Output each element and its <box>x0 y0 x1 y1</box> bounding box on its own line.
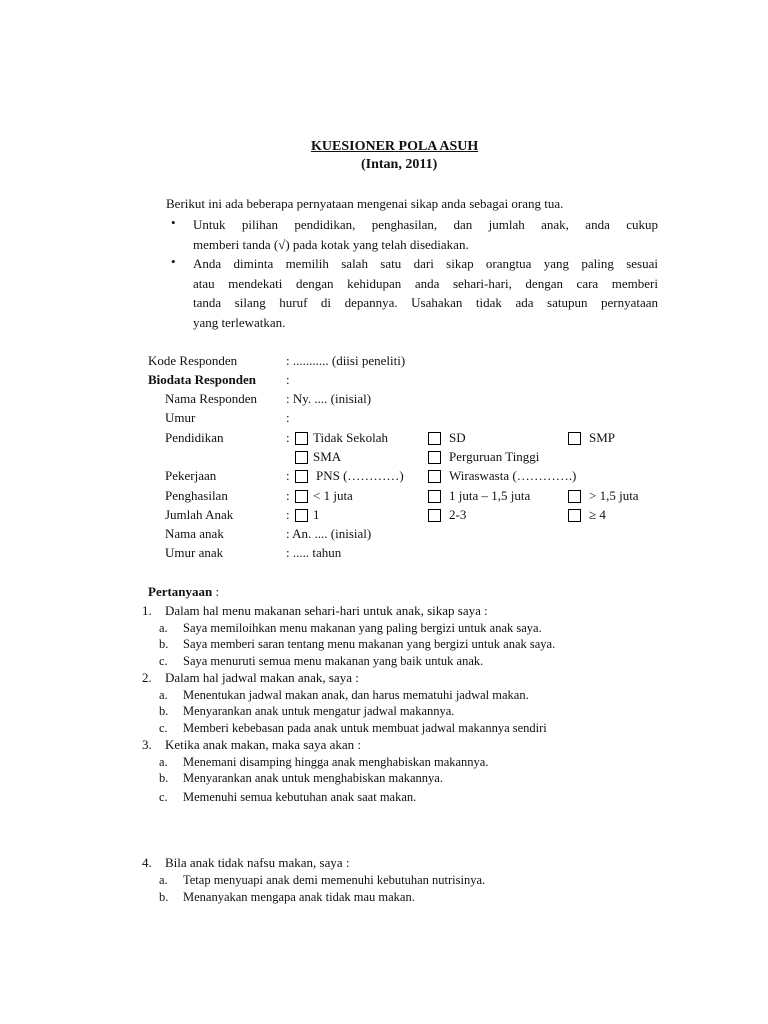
option-letter: c. <box>159 790 168 804</box>
pekerjaan-checkbox[interactable] <box>295 470 308 483</box>
option-letter: a. <box>159 755 168 769</box>
pendidikan-option: Tidak Sekolah <box>313 430 388 445</box>
option-letter: b. <box>159 704 169 718</box>
page-subtitle: (Intan, 2011) <box>361 157 438 172</box>
option-text[interactable]: Tetap menyuapi anak demi memenuhi kebutuhan nutrisinya. <box>183 873 486 887</box>
pendidikan-colon: : <box>286 430 290 445</box>
penghasilan-option: > 1,5 juta <box>589 488 639 503</box>
pendidikan-checkbox[interactable] <box>428 432 441 445</box>
jumlah-anak-option: ≥ 4 <box>589 507 606 522</box>
pendidikan-checkbox[interactable] <box>295 432 308 445</box>
pertanyaan-colon: : <box>215 584 220 599</box>
jumlah-anak-checkbox[interactable] <box>568 509 581 522</box>
pekerjaan-option: PNS (…………) <box>316 468 404 483</box>
option-text[interactable]: Saya menuruti semua menu makanan yang baik untuk anak. <box>183 654 484 668</box>
kode-label: Kode Responden <box>148 353 238 368</box>
biodata-colon: : <box>286 372 290 387</box>
option-text[interactable]: Menyarankan anak untuk mengatur jadwal makannya. <box>183 704 455 718</box>
question-number: 1. <box>142 603 152 618</box>
question-text: Dalam hal menu makanan sehari-hari untuk anak, sikap saya : <box>165 603 488 618</box>
instruction-2-line: yang terlewatkan. <box>193 315 286 331</box>
question-text: Ketika anak makan, maka saya akan : <box>165 737 361 752</box>
pendidikan-option: SD <box>449 430 466 445</box>
question-text: Dalam hal jadwal makan anak, saya : <box>165 670 359 685</box>
pertanyaan-label: Pertanyaan <box>148 584 213 599</box>
pekerjaan-option: Wiraswasta (………….) <box>449 468 577 483</box>
option-letter: a. <box>159 621 168 635</box>
option-text[interactable]: Memenuhi semua kebutuhan anak saat makan. <box>183 790 417 804</box>
option-letter: b. <box>159 771 169 785</box>
option-text[interactable]: Menyarankan anak untuk menghabiskan makannya. <box>183 771 443 785</box>
nama-responden-value: : Ny. .... (inisial) <box>286 391 372 406</box>
penghasilan-checkbox[interactable] <box>568 490 581 503</box>
question-text: Bila anak tidak nafsu makan, saya : <box>165 855 350 870</box>
umur-label: Umur <box>165 410 196 425</box>
jumlah-anak-option: 1 <box>313 507 320 522</box>
option-text[interactable]: Menentukan jadwal makan anak, dan harus mematuhi jadwal makan. <box>183 688 529 702</box>
option-text[interactable]: Menanyakan mengapa anak tidak mau makan. <box>183 890 415 904</box>
pekerjaan-checkbox[interactable] <box>428 470 441 483</box>
penghasilan-label: Penghasilan <box>165 488 228 503</box>
jumlah-anak-label: Jumlah Anak <box>165 507 234 522</box>
pendidikan-option: SMA <box>313 449 342 464</box>
instruction-1 <box>193 215 658 254</box>
nama-anak-label: Nama anak <box>165 526 224 541</box>
page-title: KUESIONER POLA ASUH <box>311 139 479 154</box>
option-text[interactable]: Saya memberi saran tentang menu makanan yang bergizi untuk anak saya. <box>183 637 556 651</box>
instruction-2-line: atau mendekati dengan kehidupan anda sehari-hari, dengan cara memberi <box>193 275 658 291</box>
option-letter: c. <box>159 654 168 668</box>
instruction-1-line: memberi tanda (√) pada kotak yang telah disediakan. <box>193 236 469 252</box>
option-letter: a. <box>159 688 168 702</box>
pendidikan-label: Pendidikan <box>165 430 224 445</box>
question-number: 4. <box>142 855 152 870</box>
pendidikan-option: Perguruan Tinggi <box>449 449 540 464</box>
pendidikan-checkbox[interactable] <box>295 451 308 464</box>
jumlah-anak-checkbox[interactable] <box>428 509 441 522</box>
pertanyaan-heading <box>148 584 219 600</box>
instruction-2-line: Anda diminta memilih salah satu dari sikap orangtua yang paling sesuai <box>193 256 658 271</box>
pendidikan-option: SMP <box>589 430 616 445</box>
penghasilan-colon: : <box>286 488 290 503</box>
penghasilan-checkbox[interactable] <box>428 490 441 503</box>
umur-anak-label: Umur anak <box>165 545 224 560</box>
option-letter: b. <box>159 637 169 651</box>
option-letter: a. <box>159 873 168 887</box>
instruction-2 <box>193 254 658 333</box>
option-letter: b. <box>159 890 169 904</box>
penghasilan-option: 1 juta – 1,5 juta <box>449 488 531 503</box>
jumlah-anak-option: 2-3 <box>449 507 467 522</box>
question-number: 3. <box>142 737 152 752</box>
question-number: 2. <box>142 670 152 685</box>
option-text[interactable]: Memberi kebebasan pada anak untuk membuat jadwal makannya sendiri <box>183 721 547 735</box>
pendidikan-checkbox[interactable] <box>428 451 441 464</box>
pendidikan-checkbox[interactable] <box>568 432 581 445</box>
umur-anak-value: : ..... tahun <box>286 545 342 560</box>
option-text[interactable]: Saya memiloihkan menu makanan yang paling bergizi untuk anak saya. <box>183 621 542 635</box>
kode-value: : ........... (diisi peneliti) <box>286 353 406 368</box>
penghasilan-checkbox[interactable] <box>295 490 308 503</box>
pekerjaan-colon: : <box>286 468 290 483</box>
umur-value: : <box>286 410 290 425</box>
biodata-label: Biodata Responden <box>148 372 256 387</box>
instruction-2-line: tanda silang huruf di depannya. Usahakan tidak ada satupun pernyataan <box>193 295 658 311</box>
penghasilan-option: < 1 juta <box>313 488 353 503</box>
jumlah-anak-colon: : <box>286 507 290 522</box>
nama-anak-value: : An. .... (inisial) <box>286 526 372 541</box>
instruction-1-line: Untuk pilihan pendidikan, penghasilan, dan jumlah anak, anda cukup <box>193 217 658 232</box>
bullet-2: • <box>171 254 176 269</box>
nama-responden-label: Nama Responden <box>165 391 258 406</box>
jumlah-anak-checkbox[interactable] <box>295 509 308 522</box>
option-text[interactable]: Menemani disamping hingga anak menghabiskan makannya. <box>183 755 489 769</box>
intro-text: Berikut ini ada beberapa pernyataan mengenai sikap anda sebagai orang tua. <box>166 196 564 211</box>
option-letter: c. <box>159 721 168 735</box>
pekerjaan-label: Pekerjaan <box>165 468 217 483</box>
bullet-1: • <box>171 215 176 230</box>
